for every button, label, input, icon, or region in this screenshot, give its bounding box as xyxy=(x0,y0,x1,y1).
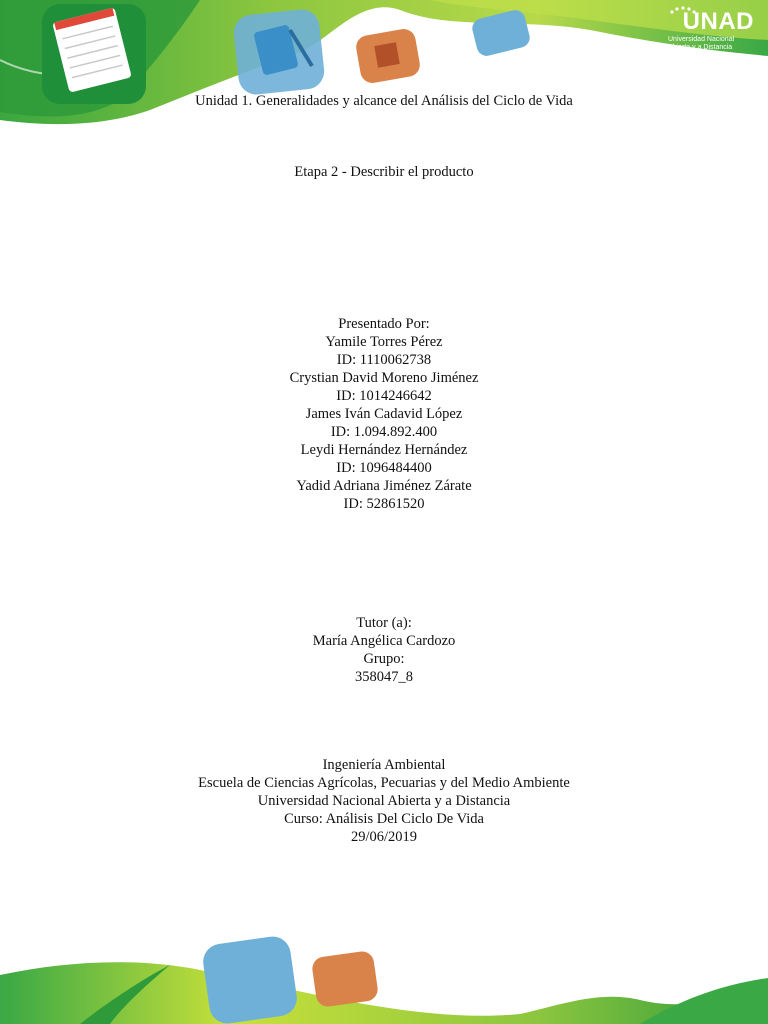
student-name: Yadid Adriana Jiménez Zárate xyxy=(296,478,472,494)
unit-title: Unidad 1. Generalidades y alcance del Análisis del Ciclo de Vida xyxy=(195,93,573,109)
school-name: Escuela de Ciencias Agrícolas, Pecuarias y del Medio Ambiente xyxy=(198,775,570,791)
student-name: James Iván Cadavid López xyxy=(305,406,463,422)
logo-subtitle-line-2: Abierta y a Distancia xyxy=(668,44,733,51)
notepad-tile xyxy=(42,4,146,104)
tutor-name: María Angélica Cardozo xyxy=(312,633,456,649)
student-id: ID: 1.094.892.400 xyxy=(330,424,438,440)
blue-tile-bottom xyxy=(201,934,299,1024)
date: 29/06/2019 xyxy=(350,829,418,845)
logo-subtitle-line-1: Universidad Nacional xyxy=(668,36,735,43)
orange-tile-bottom xyxy=(311,950,379,1008)
box-tile xyxy=(354,27,421,85)
group-number: 358047_8 xyxy=(355,669,413,685)
stage-title: Etapa 2 - Describir el producto xyxy=(294,164,474,180)
logo-subtitle xyxy=(668,36,754,52)
group-label: Grupo: xyxy=(363,651,405,667)
university-name: Universidad Nacional Abierta y a Distancia xyxy=(257,793,511,809)
student-name: Leydi Hernández Hernández xyxy=(300,442,468,458)
course-name: Curso: Análisis Del Ciclo De Vida xyxy=(284,811,484,827)
program-name: Ingeniería Ambiental xyxy=(322,757,446,773)
clipboard-tile xyxy=(232,8,326,97)
logo-wordmark: UNAD xyxy=(682,8,754,35)
student-id: ID: 1096484400 xyxy=(336,460,432,476)
presented-by-label: Presentado Por: xyxy=(338,316,430,332)
student-name: Yamile Torres Pérez xyxy=(325,334,443,350)
tutor-label: Tutor (a): xyxy=(356,615,412,631)
student-id: ID: 52861520 xyxy=(343,496,425,512)
student-id: ID: 1110062738 xyxy=(336,352,432,368)
student-name: Crystian David Moreno Jiménez xyxy=(289,370,479,386)
student-id: ID: 1014246642 xyxy=(336,388,432,404)
